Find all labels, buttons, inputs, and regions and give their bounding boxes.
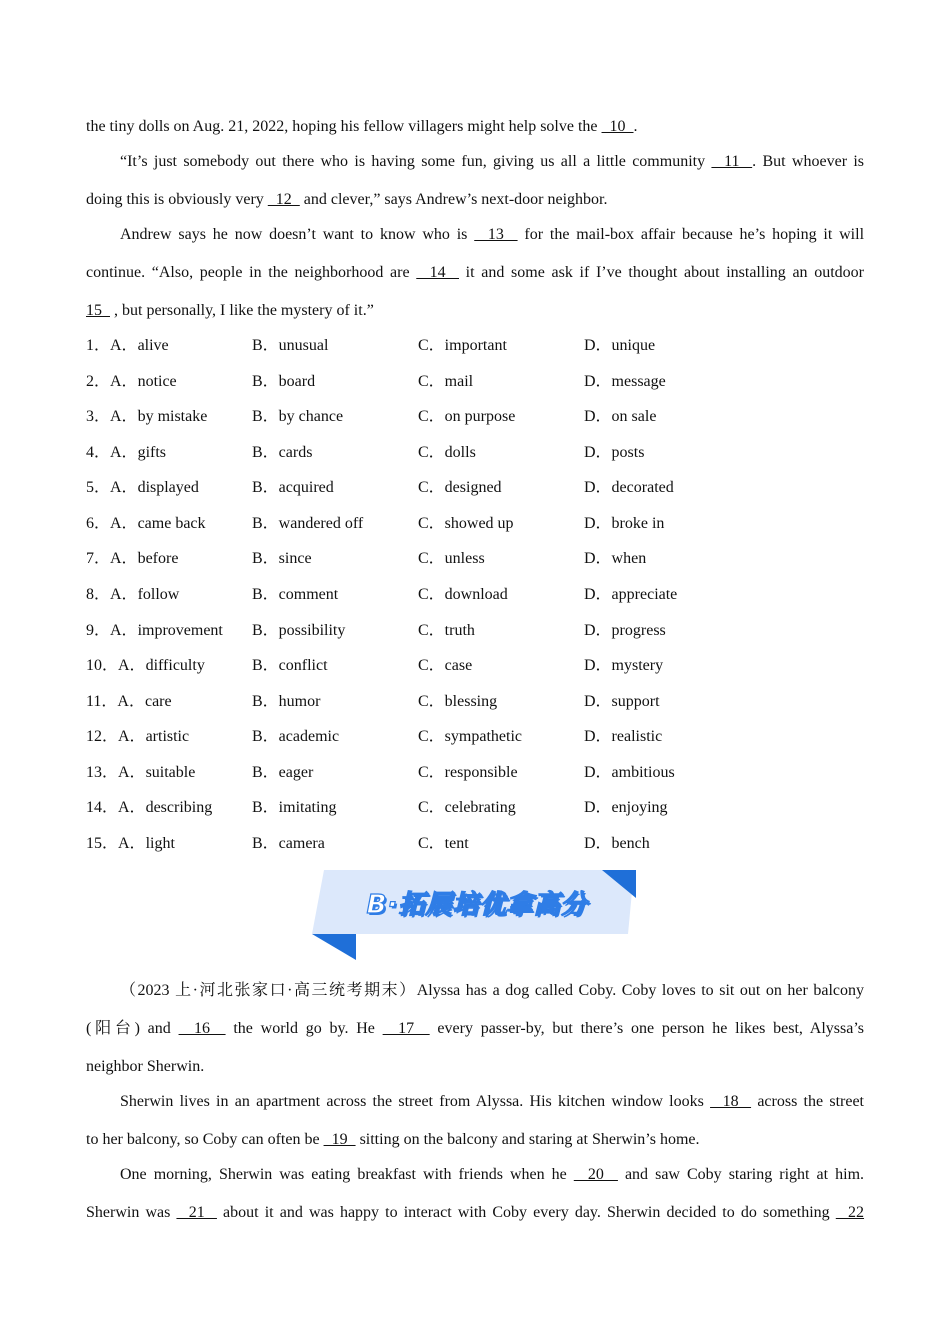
- text: . But whoever is: [752, 153, 865, 170]
- option-a: [86, 514, 206, 534]
- option-a-text: describing: [145, 799, 213, 816]
- option-c: C．case: [418, 657, 473, 674]
- question-number: 5．A．: [86, 479, 138, 496]
- blank-18: 18: [710, 1093, 752, 1110]
- option-row: [86, 407, 786, 427]
- option-a: [86, 549, 178, 569]
- text: across the street: [751, 1093, 864, 1110]
- option-d: D．realistic: [584, 728, 663, 745]
- option-row: [86, 621, 786, 641]
- passage-b-line-1: [86, 981, 864, 1001]
- option-a-text: gifts: [137, 444, 167, 461]
- text: “It’s just somebody out there who is having some fun, giving us all a little community: [120, 153, 712, 170]
- option-c: C．celebrating: [418, 799, 516, 816]
- option-b: B．acquired: [252, 479, 334, 496]
- option-b: B．since: [252, 550, 312, 567]
- option-b: B．academic: [252, 728, 340, 745]
- option-row: [86, 514, 786, 534]
- option-a: [86, 478, 199, 498]
- question-number: 7．A．: [86, 550, 138, 567]
- option-a: [86, 656, 205, 676]
- blank-11: 11: [711, 153, 753, 170]
- option-b: B．unusual: [252, 337, 329, 354]
- option-d: D．bench: [584, 835, 650, 852]
- blank-12: 12: [267, 191, 300, 208]
- text: the tiny dolls on Aug. 21, 2022, hoping his fellow villagers might help solve the: [86, 118, 602, 135]
- option-row: [86, 692, 786, 712]
- question-number: 6．A．: [86, 515, 138, 532]
- question-number: 15．A．: [86, 835, 146, 852]
- question-number: 11．A．: [86, 693, 145, 710]
- option-row: [86, 763, 786, 783]
- text: continue. “Also, people in the neighborhood are: [86, 264, 417, 281]
- question-number: 13．A．: [86, 764, 146, 781]
- option-c: C．blessing: [418, 693, 498, 710]
- option-d: D．support: [584, 693, 660, 710]
- option-b: B．eager: [252, 764, 314, 781]
- option-a-text: came back: [137, 515, 206, 532]
- option-b: B．possibility: [252, 622, 346, 639]
- text: sitting on the balcony and staring at Sherwin’s home.: [355, 1131, 700, 1148]
- text: the world go by. He: [225, 1020, 383, 1037]
- text: it and some ask if I’ve thought about installing an outdoor: [459, 264, 865, 281]
- blank-21: 21: [176, 1204, 217, 1221]
- option-b: B．camera: [252, 835, 325, 852]
- passage-b-line-3: [86, 1057, 864, 1077]
- passage-b-line-2: [86, 1019, 864, 1039]
- option-row: [86, 656, 786, 676]
- option-a: [86, 372, 177, 392]
- option-b: B．comment: [252, 586, 339, 603]
- blank-10: 10: [601, 118, 634, 135]
- passage-b-line-7: [86, 1203, 864, 1223]
- option-a-text: alive: [137, 337, 169, 354]
- text: and saw Coby staring right at him.: [617, 1166, 865, 1183]
- option-d: D．when: [584, 550, 647, 567]
- text: Sherwin lives in an apartment across the street from Alyssa. His kitchen window looks: [120, 1093, 711, 1110]
- option-d: D．ambitious: [584, 764, 675, 781]
- option-a-text: suitable: [145, 764, 196, 781]
- option-row: [86, 549, 786, 569]
- option-a-text: light: [145, 835, 175, 852]
- text: , but personally, I like the mystery of it.”: [110, 302, 374, 319]
- text: (阳台) and: [86, 1020, 179, 1037]
- text: about it and was happy to interact with Coby every day. Sherwin decided to do something: [216, 1204, 836, 1221]
- option-a-text: follow: [137, 586, 180, 603]
- option-c: C．download: [418, 586, 508, 603]
- option-d: D．appreciate: [584, 586, 678, 603]
- option-row: [86, 443, 786, 463]
- blank-22: 22: [835, 1204, 865, 1221]
- option-a: [86, 336, 169, 356]
- blank-19: 19: [323, 1131, 356, 1148]
- option-b: B．board: [252, 373, 316, 390]
- option-a: [86, 798, 212, 818]
- text: One morning, Sherwin was eating breakfast with friends when he: [120, 1166, 574, 1183]
- passage-a-line-3: [86, 190, 864, 210]
- option-c: C．responsible: [418, 764, 518, 781]
- option-c: C．dolls: [418, 444, 476, 461]
- option-b: B．cards: [252, 444, 313, 461]
- blank-13: 13: [474, 226, 518, 243]
- blank-20: 20: [573, 1166, 618, 1183]
- option-a: [86, 834, 175, 854]
- banner-title: B·拓展培优拿高分: [366, 890, 588, 920]
- text: every passer-by, but there’s one person he likes best, Alyssa’s: [429, 1020, 864, 1037]
- option-c: C．tent: [418, 835, 469, 852]
- option-a: [86, 443, 166, 463]
- banner-corner-bottom-left: [312, 934, 356, 960]
- question-number: 12．A．: [86, 728, 146, 745]
- option-row: [86, 336, 786, 356]
- option-a: [86, 407, 207, 427]
- question-number: 9．A．: [86, 622, 138, 639]
- option-a: [86, 621, 223, 641]
- option-row: [86, 478, 786, 498]
- option-a: [86, 727, 189, 747]
- option-c: C．on purpose: [418, 408, 516, 425]
- passage-a-line-1: [86, 117, 864, 137]
- option-a: [86, 585, 179, 605]
- option-d: D．decorated: [584, 479, 674, 496]
- option-d: D．mystery: [584, 657, 664, 674]
- question-number: 1．A．: [86, 337, 138, 354]
- passage-a-line-2: [86, 152, 864, 172]
- option-row: [86, 727, 786, 747]
- option-a-text: displayed: [137, 479, 199, 496]
- option-b: B．imitating: [252, 799, 337, 816]
- option-d: D．unique: [584, 337, 656, 354]
- option-c: C．designed: [418, 479, 502, 496]
- option-b: B．by chance: [252, 408, 344, 425]
- option-a: [86, 763, 195, 783]
- passage-a-line-6: [86, 301, 864, 321]
- text: to her balcony, so Coby can often be: [86, 1131, 324, 1148]
- option-d: D．progress: [584, 622, 666, 639]
- blank-14: 14: [416, 264, 459, 281]
- option-c: C．unless: [418, 550, 485, 567]
- text: （2023 上·河北张家口·高三统考期末）Alyssa has a dog called Coby. Coby loves to sit out on her balcony: [120, 982, 864, 999]
- text: for the mail-box affair because he’s hoping it will: [517, 226, 865, 243]
- option-row: [86, 834, 786, 854]
- blank-16: 16: [178, 1020, 226, 1037]
- option-row: [86, 798, 786, 818]
- blank-15: 15: [86, 302, 110, 319]
- question-number: 10．A．: [86, 657, 146, 674]
- question-number: 3．A．: [86, 408, 138, 425]
- option-d: D．posts: [584, 444, 645, 461]
- question-number: 14．A．: [86, 799, 146, 816]
- option-d: D．enjoying: [584, 799, 668, 816]
- question-number: 2．A．: [86, 373, 138, 390]
- text: doing this is obviously very: [86, 191, 268, 208]
- option-c: C．mail: [418, 373, 474, 390]
- option-b: B．conflict: [252, 657, 328, 674]
- option-row: [86, 585, 786, 605]
- section-banner: [312, 870, 638, 962]
- option-a-text: artistic: [145, 728, 190, 745]
- option-d: D．message: [584, 373, 666, 390]
- option-a: [86, 692, 172, 712]
- option-c: C．truth: [418, 622, 475, 639]
- question-number: 8．A．: [86, 586, 138, 603]
- option-a-text: before: [137, 550, 179, 567]
- option-d: D．on sale: [584, 408, 657, 425]
- passage-b-line-4: [86, 1092, 864, 1112]
- text: neighbor Sherwin.: [86, 1058, 205, 1075]
- text: Andrew says he now doesn’t want to know who is: [120, 226, 475, 243]
- option-c: C．important: [418, 337, 507, 354]
- option-b: B．humor: [252, 693, 321, 710]
- passage-a-line-5: [86, 263, 864, 283]
- blank-17: 17: [382, 1020, 430, 1037]
- passage-b-line-5: [86, 1130, 864, 1150]
- option-b: B．wandered off: [252, 515, 364, 532]
- option-row: [86, 372, 786, 392]
- option-a-text: by mistake: [137, 408, 208, 425]
- option-a-text: difficulty: [145, 657, 205, 674]
- option-c: C．showed up: [418, 515, 514, 532]
- option-c: C．sympathetic: [418, 728, 522, 745]
- question-number: 4．A．: [86, 444, 138, 461]
- text: and clever,” says Andrew’s next-door neighbor.: [299, 191, 608, 208]
- passage-b-line-6: [86, 1165, 864, 1185]
- text: .: [633, 118, 638, 135]
- option-d: D．broke in: [584, 515, 665, 532]
- passage-a-line-4: [86, 225, 864, 245]
- option-a-text: improvement: [137, 622, 223, 639]
- text: Sherwin was: [86, 1204, 177, 1221]
- option-a-text: care: [144, 693, 172, 710]
- option-a-text: notice: [137, 373, 177, 390]
